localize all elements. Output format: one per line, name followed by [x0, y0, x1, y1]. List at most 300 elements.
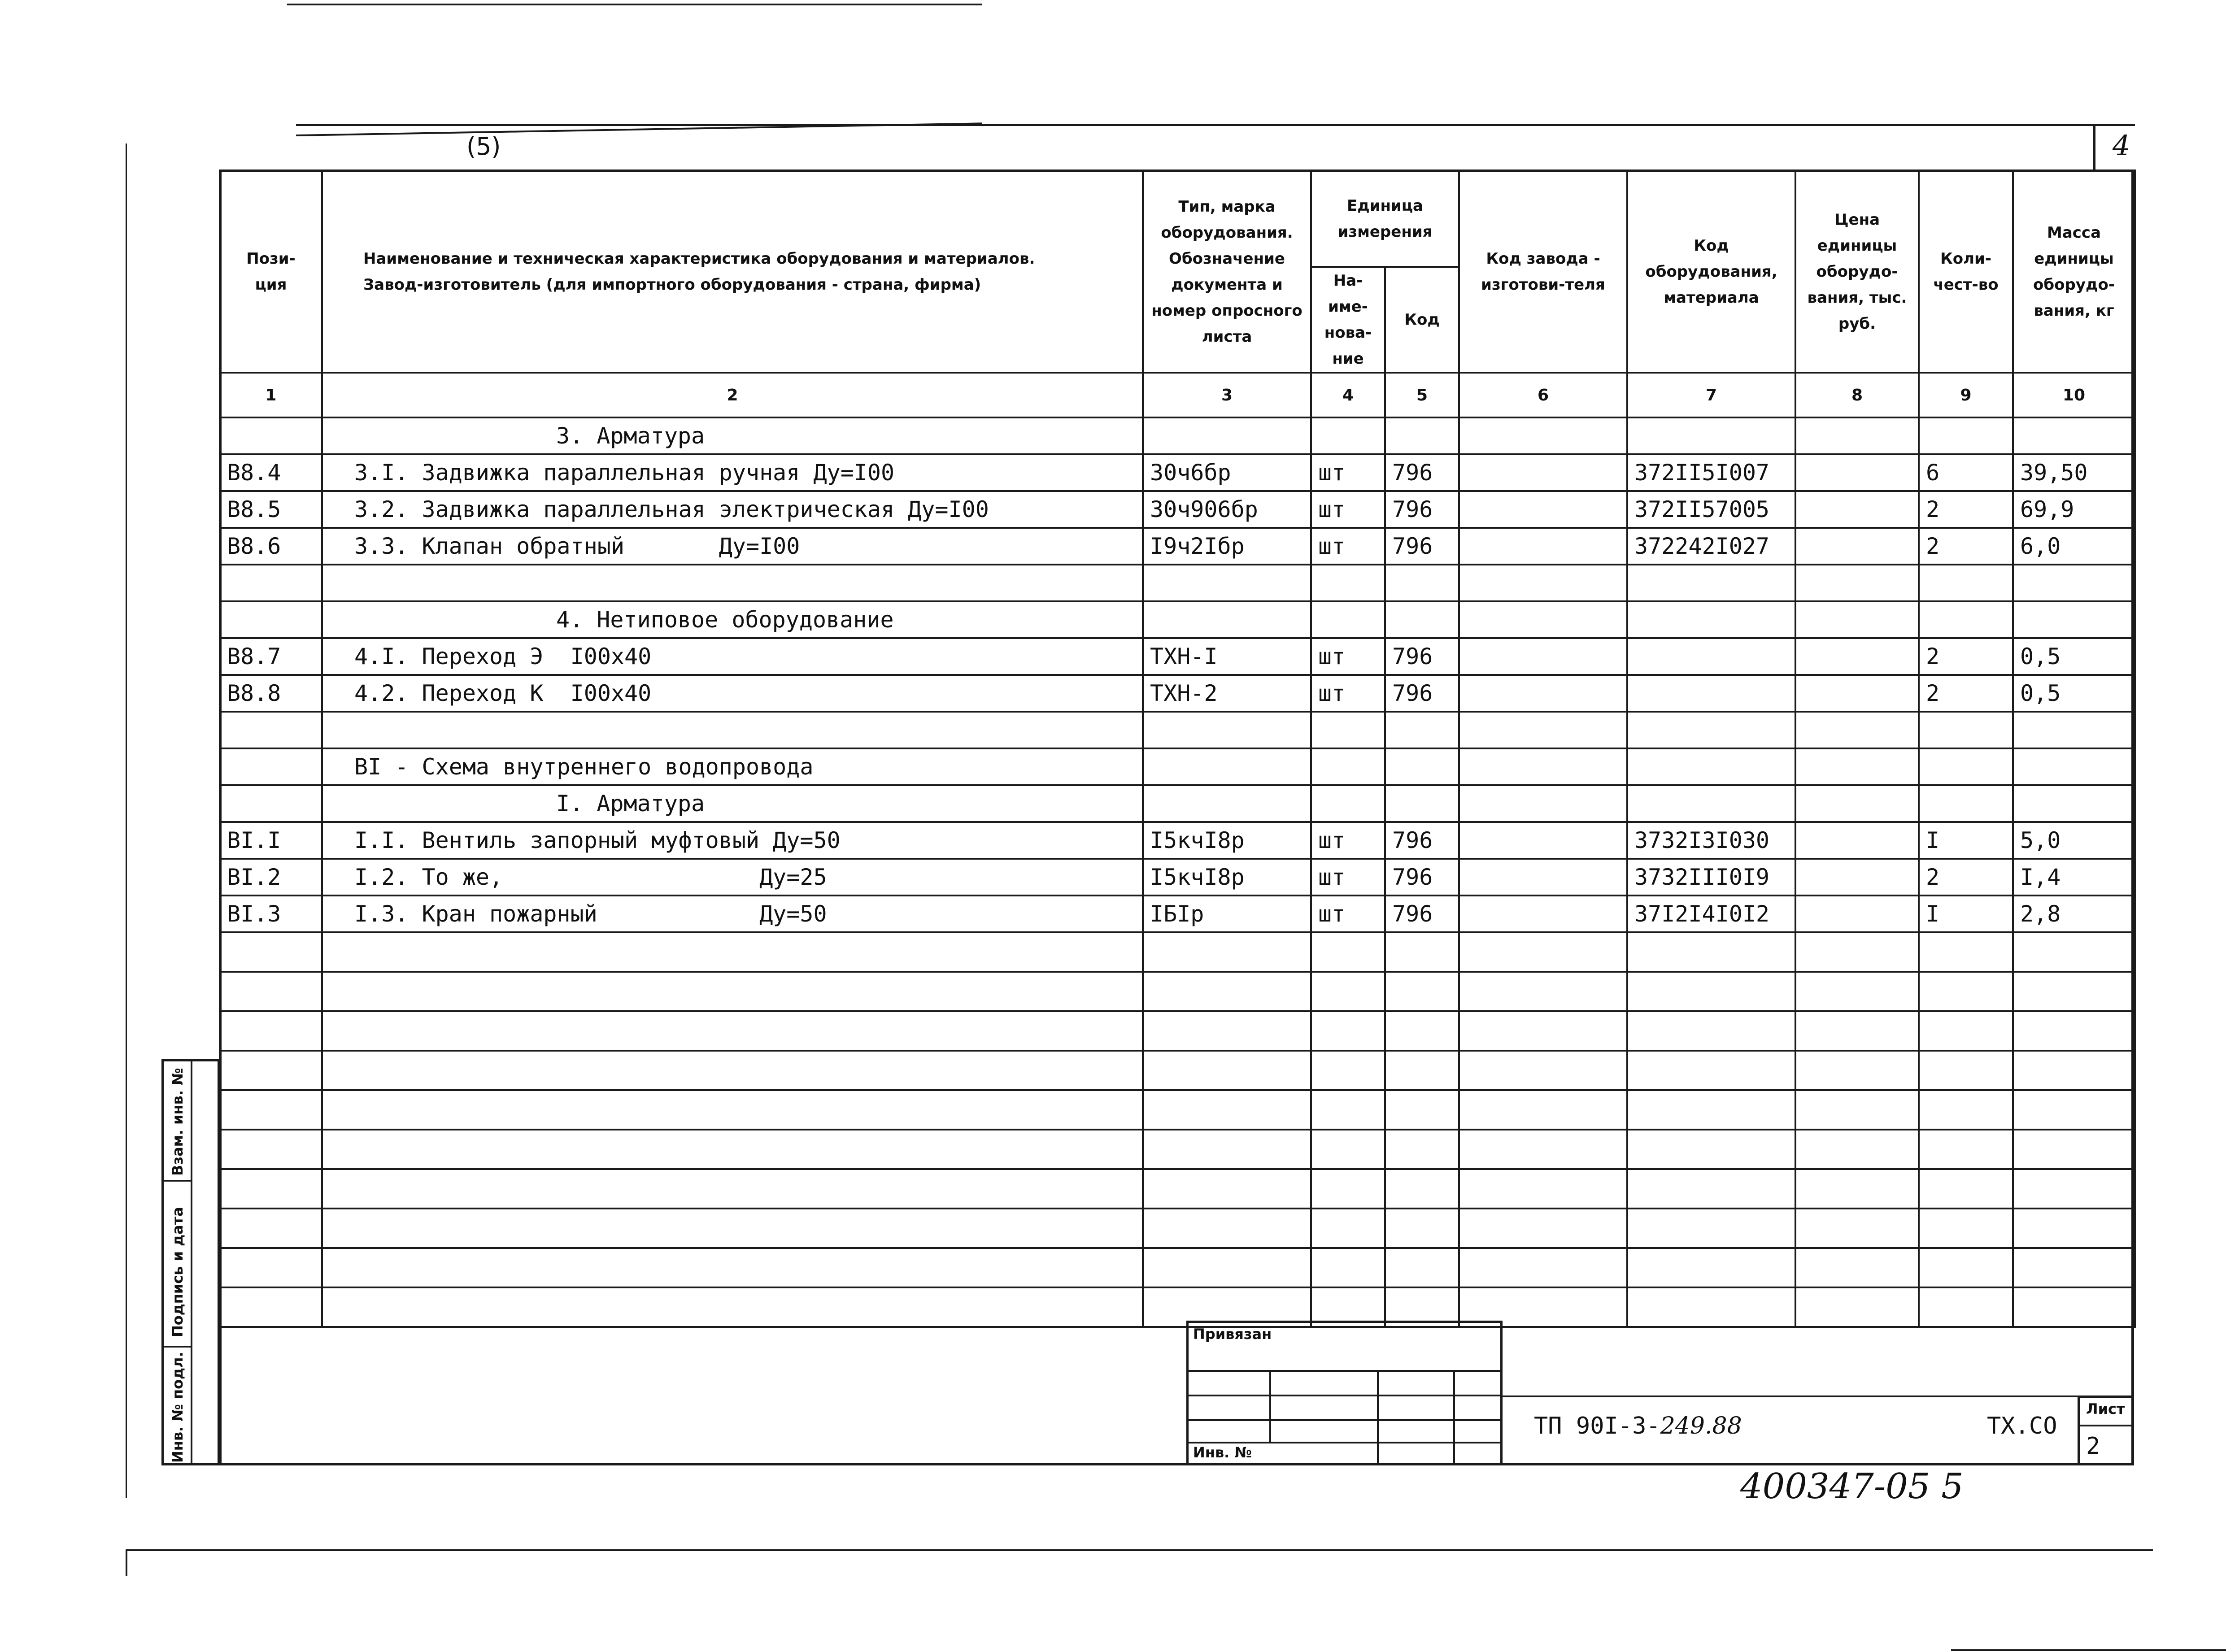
blank-cell [2013, 1130, 2135, 1169]
cell-mfr-code [1459, 528, 1627, 565]
cell-equip-code [1627, 785, 1795, 822]
bottom-rule-2 [126, 1549, 127, 1576]
cell-unit-code [1385, 785, 1459, 822]
blank-cell [1311, 972, 1385, 1011]
top-label: (5) [466, 132, 501, 161]
blank-cell [1311, 1090, 1385, 1130]
cell-unit-code [1385, 601, 1459, 638]
blank-row [220, 1248, 2135, 1287]
cell-mass [2013, 601, 2135, 638]
cell-unit: шт [1311, 491, 1385, 528]
cell-type: ТХН-2 [1143, 675, 1311, 712]
cell-position [220, 565, 322, 601]
blank-cell [1311, 1209, 1385, 1248]
cell-mass: 0,5 [2013, 638, 2135, 675]
cell-equip-code: 37I2I4I0I2 [1627, 896, 1795, 932]
cell-mfr-code [1459, 785, 1627, 822]
cell-position: В8.7 [220, 638, 322, 675]
cell-price [1795, 454, 1919, 491]
blank-cell [1143, 932, 1311, 972]
cell-equip-code [1627, 712, 1795, 748]
header-mass: Масса единицы оборудо-вания, кг [2013, 170, 2135, 373]
cell-mfr-code [1459, 491, 1627, 528]
cell-price [1795, 785, 1919, 822]
blank-cell [1627, 1130, 1795, 1169]
cell-equip-code [1627, 675, 1795, 712]
document-code: ТП 90I-3-249.88 [1534, 1413, 1742, 1439]
cell-equip-code [1627, 565, 1795, 601]
blank-cell [1627, 1011, 1795, 1051]
blank-cell [322, 1051, 1143, 1090]
blank-cell [220, 932, 322, 972]
blank-cell [1311, 1011, 1385, 1051]
cell-mfr-code [1459, 896, 1627, 932]
cell-name: 4. Нетиповое оборудование [322, 601, 1143, 638]
cell-name: 3.2. Задвижка параллельная электрическая Ду=I00 [322, 491, 1143, 528]
stamp-podpis-label: Подпись и дата [169, 1207, 186, 1337]
page-number: 4 [2113, 129, 2130, 162]
bottom-rule-3 [1951, 1649, 2226, 1651]
header-position: Пози- ция [220, 170, 322, 373]
blank-cell [1385, 1209, 1459, 1248]
table-row [220, 491, 2135, 528]
cell-unit [1311, 601, 1385, 638]
cell-unit-code: 796 [1385, 896, 1459, 932]
blank-cell [1385, 1169, 1459, 1209]
cell-mass: 39,50 [2013, 454, 2135, 491]
cell-equip-code: 372242I027 [1627, 528, 1795, 565]
cell-unit-code [1385, 712, 1459, 748]
blank-cell [2013, 1051, 2135, 1090]
blank-cell [1311, 1248, 1385, 1287]
blank-cell [1459, 1248, 1627, 1287]
specification-table [219, 170, 2136, 1328]
blank-row [220, 1011, 2135, 1051]
col-num: 2 [322, 373, 1143, 417]
cell-mass [2013, 748, 2135, 785]
cell-unit-code: 796 [1385, 491, 1459, 528]
cell-mass [2013, 565, 2135, 601]
sheet-box-divider [2080, 1425, 2134, 1426]
blank-cell [220, 1169, 322, 1209]
cell-qty: 2 [1919, 528, 2013, 565]
blank-cell [1795, 1209, 1919, 1248]
blank-cell [1385, 932, 1459, 972]
cell-qty: 6 [1919, 454, 2013, 491]
cell-unit-code [1385, 417, 1459, 454]
blank-cell [2013, 1011, 2135, 1051]
cell-position: ВI.3 [220, 896, 322, 932]
blank-cell [322, 972, 1143, 1011]
cell-type [1143, 565, 1311, 601]
cell-position: В8.6 [220, 528, 322, 565]
blank-cell [1627, 1169, 1795, 1209]
cell-equip-code [1627, 601, 1795, 638]
blank-cell [220, 1248, 322, 1287]
cell-mfr-code [1459, 601, 1627, 638]
blank-cell [1919, 972, 2013, 1011]
blank-cell [1143, 1169, 1311, 1209]
table-row [220, 565, 2135, 601]
cell-mfr-code [1459, 859, 1627, 896]
header-mfr-code: Код завода - изготови-теля [1459, 170, 1627, 373]
handwritten-number: 400347-05 5 [1740, 1466, 1964, 1507]
cell-equip-code [1627, 748, 1795, 785]
cell-qty [1919, 748, 2013, 785]
cell-qty [1919, 601, 2013, 638]
cell-price [1795, 896, 1919, 932]
blank-cell [1459, 1051, 1627, 1090]
cell-position: ВI.2 [220, 859, 322, 896]
blank-cell [1143, 1248, 1311, 1287]
cell-name: I. Арматура [322, 785, 1143, 822]
blank-cell [220, 1130, 322, 1169]
cell-name: I.I. Вентиль запорный муфтовый Ду=50 [322, 822, 1143, 859]
cell-qty: 2 [1919, 675, 2013, 712]
cell-mfr-code [1459, 748, 1627, 785]
blank-cell [1459, 1169, 1627, 1209]
blank-cell [1143, 1011, 1311, 1051]
blank-cell [220, 1011, 322, 1051]
blank-cell [322, 1011, 1143, 1051]
header-price: Цена единицы оборудо-вания, тыс. руб. [1795, 170, 1919, 373]
cell-type: I5кчI8р [1143, 859, 1311, 896]
blank-cell [1627, 932, 1795, 972]
blank-cell [220, 972, 322, 1011]
blank-cell [322, 1169, 1143, 1209]
cell-equip-code: 3732III0I9 [1627, 859, 1795, 896]
cell-name: I.2. То же, Ду=25 [322, 859, 1143, 896]
attach-inv: Инв. № [1193, 1444, 1252, 1461]
col-num: 3 [1143, 373, 1311, 417]
blank-cell [1311, 1169, 1385, 1209]
blank-cell [1795, 1011, 1919, 1051]
cell-qty [1919, 565, 2013, 601]
blank-row [220, 1287, 2135, 1327]
table-row [220, 822, 2135, 859]
table-row [220, 528, 2135, 565]
blank-cell [322, 1090, 1143, 1130]
blank-cell [1143, 1090, 1311, 1130]
blank-cell [1385, 1248, 1459, 1287]
cell-equip-code: 372II57005 [1627, 491, 1795, 528]
blank-cell [1795, 1051, 1919, 1090]
table-row [220, 638, 2135, 675]
cell-mfr-code [1459, 712, 1627, 748]
blank-cell [1919, 1248, 2013, 1287]
blank-cell [1919, 1051, 2013, 1090]
cell-type: IБIр [1143, 896, 1311, 932]
blank-cell [2013, 1287, 2135, 1327]
blank-cell [322, 1287, 1143, 1327]
header-equip-code: Код оборудования, материала [1627, 170, 1795, 373]
cell-mass: I,4 [2013, 859, 2135, 896]
blank-row [220, 972, 2135, 1011]
cell-name: ВI - Схема внутреннего водопровода [322, 748, 1143, 785]
blank-cell [220, 1287, 322, 1327]
blank-cell [2013, 972, 2135, 1011]
cell-price [1795, 565, 1919, 601]
blank-cell [322, 1248, 1143, 1287]
cell-qty: 2 [1919, 491, 2013, 528]
cell-type [1143, 417, 1311, 454]
cell-position [220, 785, 322, 822]
cell-type [1143, 785, 1311, 822]
cell-name: 3. Арматура [322, 417, 1143, 454]
cell-unit: шт [1311, 528, 1385, 565]
blank-cell [1795, 1287, 1919, 1327]
blank-cell [1459, 1011, 1627, 1051]
cell-position: В8.5 [220, 491, 322, 528]
cell-mfr-code [1459, 638, 1627, 675]
blank-cell [1385, 1051, 1459, 1090]
table-row [220, 454, 2135, 491]
table-row [220, 785, 2135, 822]
blank-cell [1795, 1169, 1919, 1209]
blank-cell [1919, 1209, 2013, 1248]
blank-cell [1795, 932, 1919, 972]
cell-unit [1311, 565, 1385, 601]
cell-name [322, 565, 1143, 601]
cell-unit: шт [1311, 896, 1385, 932]
blank-cell [1143, 1130, 1311, 1169]
cell-unit: шт [1311, 822, 1385, 859]
cell-qty [1919, 417, 2013, 454]
blank-cell [2013, 1090, 2135, 1130]
blank-cell [1385, 1130, 1459, 1169]
cell-price [1795, 712, 1919, 748]
cell-unit-code [1385, 748, 1459, 785]
cell-price [1795, 601, 1919, 638]
cell-unit-code: 796 [1385, 822, 1459, 859]
top-rule-1 [287, 4, 982, 5]
cell-mass [2013, 712, 2135, 748]
cell-type: ТХН-I [1143, 638, 1311, 675]
cell-equip-code [1627, 638, 1795, 675]
column-number-row [220, 373, 2135, 417]
blank-cell [1627, 1287, 1795, 1327]
blank-cell [1143, 972, 1311, 1011]
cell-qty: 2 [1919, 859, 2013, 896]
cell-unit-code: 796 [1385, 675, 1459, 712]
col-num: 8 [1795, 373, 1919, 417]
cell-equip-code: 3732I3I030 [1627, 822, 1795, 859]
cell-position [220, 601, 322, 638]
blank-cell [1919, 932, 2013, 972]
cell-name: 4.2. Переход К I00х40 [322, 675, 1143, 712]
blank-cell [322, 1130, 1143, 1169]
cell-mass: 0,5 [2013, 675, 2135, 712]
cell-type [1143, 748, 1311, 785]
col-num: 1 [220, 373, 322, 417]
cell-price [1795, 675, 1919, 712]
blank-cell [1459, 1130, 1627, 1169]
attach-vline [1377, 1370, 1379, 1464]
cell-name: I.3. Кран пожарный Ду=50 [322, 896, 1143, 932]
cell-equip-code [1627, 417, 1795, 454]
blank-cell [2013, 1209, 2135, 1248]
blank-row [220, 1051, 2135, 1090]
cell-mass [2013, 417, 2135, 454]
cell-unit [1311, 785, 1385, 822]
cell-unit-code: 796 [1385, 638, 1459, 675]
table-row [220, 859, 2135, 896]
cell-unit [1311, 712, 1385, 748]
blank-cell [1143, 1209, 1311, 1248]
blank-cell [1459, 1209, 1627, 1248]
blank-row [220, 1130, 2135, 1169]
stamp-inv-label: Инв. № подл. [169, 1352, 186, 1463]
col-num: 4 [1311, 373, 1385, 417]
blank-cell [1627, 1248, 1795, 1287]
blank-row [220, 1209, 2135, 1248]
col-num: 9 [1919, 373, 2013, 417]
blank-cell [1627, 1090, 1795, 1130]
cell-mass: 69,9 [2013, 491, 2135, 528]
cell-qty: I [1919, 896, 2013, 932]
blank-cell [1919, 1169, 2013, 1209]
cell-type [1143, 601, 1311, 638]
blank-cell [1459, 1090, 1627, 1130]
cell-type: 30ч6бр [1143, 454, 1311, 491]
blank-cell [1795, 1130, 1919, 1169]
blank-cell [1311, 1130, 1385, 1169]
blank-cell [220, 1090, 322, 1130]
blank-cell [1459, 972, 1627, 1011]
attach-vline [1453, 1370, 1455, 1464]
cell-price [1795, 638, 1919, 675]
cell-type: 30ч906бр [1143, 491, 1311, 528]
cell-name: 4.I. Переход Э I00х40 [322, 638, 1143, 675]
blank-cell [1919, 1287, 2013, 1327]
cell-position: ВI.I [220, 822, 322, 859]
table-row [220, 675, 2135, 712]
blank-cell [1385, 972, 1459, 1011]
cell-qty: 2 [1919, 638, 2013, 675]
cell-price [1795, 859, 1919, 896]
cell-price [1795, 822, 1919, 859]
blank-cell [1795, 972, 1919, 1011]
header-type: Тип, марка оборудования. Обозначение документа и номер опросного листа [1143, 170, 1311, 373]
blank-row [220, 932, 2135, 972]
blank-cell [1919, 1130, 2013, 1169]
cell-unit [1311, 417, 1385, 454]
sheet-label: Лист [2086, 1400, 2125, 1417]
cell-unit-code [1385, 565, 1459, 601]
blank-cell [2013, 932, 2135, 972]
attachment-block [1186, 1321, 1503, 1465]
blank-row [220, 1169, 2135, 1209]
blank-cell [1385, 1090, 1459, 1130]
cell-mass: 6,0 [2013, 528, 2135, 565]
blank-row [220, 1090, 2135, 1130]
cell-name [322, 712, 1143, 748]
cell-mass: 5,0 [2013, 822, 2135, 859]
blank-cell [1627, 972, 1795, 1011]
cell-name: 3.3. Клапан обратный Ду=I00 [322, 528, 1143, 565]
cell-position: В8.4 [220, 454, 322, 491]
table-row [220, 896, 2135, 932]
cell-type: I5кчI8р [1143, 822, 1311, 859]
cell-mass [2013, 785, 2135, 822]
blank-cell [1919, 1011, 2013, 1051]
document-mark: ТХ.СО [1987, 1413, 2057, 1439]
header-name: Наименование и техническая характеристика оборудования и материалов. Завод-изготовитель (для импортного оборудования - страна, фирма) [322, 170, 1143, 373]
cell-mfr-code [1459, 565, 1627, 601]
cell-unit-code: 796 [1385, 454, 1459, 491]
blank-cell [1795, 1090, 1919, 1130]
blank-cell [1627, 1051, 1795, 1090]
cell-qty: I [1919, 822, 2013, 859]
cell-name: 3.I. Задвижка параллельная ручная Ду=I00 [322, 454, 1143, 491]
col-num: 10 [2013, 373, 2135, 417]
blank-cell [322, 1209, 1143, 1248]
cell-unit-code: 796 [1385, 528, 1459, 565]
title-block-rule [1500, 1396, 2079, 1397]
cell-type: I9ч2Iбр [1143, 528, 1311, 565]
cell-type [1143, 712, 1311, 748]
cell-mfr-code [1459, 417, 1627, 454]
cell-price [1795, 528, 1919, 565]
col-num: 6 [1459, 373, 1627, 417]
cell-qty [1919, 712, 2013, 748]
header-rule [296, 124, 2135, 126]
header-unit-name: На-име-нова-ние [1311, 267, 1385, 373]
attach-vline [1269, 1370, 1271, 1442]
cell-unit: шт [1311, 675, 1385, 712]
stamp-vzam-label: Взам. инв. № [169, 1068, 186, 1176]
cell-mass: 2,8 [2013, 896, 2135, 932]
blank-cell [322, 932, 1143, 972]
cell-position [220, 748, 322, 785]
cell-price [1795, 491, 1919, 528]
approval-stamp [161, 1059, 220, 1465]
cell-unit: шт [1311, 638, 1385, 675]
table-row [220, 712, 2135, 748]
blank-cell [1919, 1090, 2013, 1130]
header-unit-group: Единица измерения [1311, 170, 1459, 267]
cell-position [220, 417, 322, 454]
bottom-rule-1 [126, 1549, 2153, 1551]
blank-cell [220, 1209, 322, 1248]
blank-cell [220, 1051, 322, 1090]
table-row [220, 417, 2135, 454]
blank-cell [2013, 1248, 2135, 1287]
blank-cell [1143, 1051, 1311, 1090]
blank-cell [1311, 1051, 1385, 1090]
stamp-divider [191, 1061, 192, 1463]
cell-mfr-code [1459, 675, 1627, 712]
cell-unit: шт [1311, 859, 1385, 896]
header-qty: Коли-чест-во [1919, 170, 2013, 373]
cell-price [1795, 748, 1919, 785]
cell-mfr-code [1459, 454, 1627, 491]
cell-mfr-code [1459, 822, 1627, 859]
blank-cell [1311, 932, 1385, 972]
table-row [220, 748, 2135, 785]
header-unit-code: Код [1385, 267, 1459, 373]
sheet-box [2078, 1396, 2134, 1465]
cell-unit-code: 796 [1385, 859, 1459, 896]
blank-cell [1385, 1011, 1459, 1051]
blank-cell [2013, 1169, 2135, 1209]
cell-unit [1311, 748, 1385, 785]
col-num: 7 [1627, 373, 1795, 417]
blank-cell [1627, 1209, 1795, 1248]
sheet-number: 2 [2086, 1433, 2100, 1460]
cell-price [1795, 417, 1919, 454]
table-row [220, 601, 2135, 638]
